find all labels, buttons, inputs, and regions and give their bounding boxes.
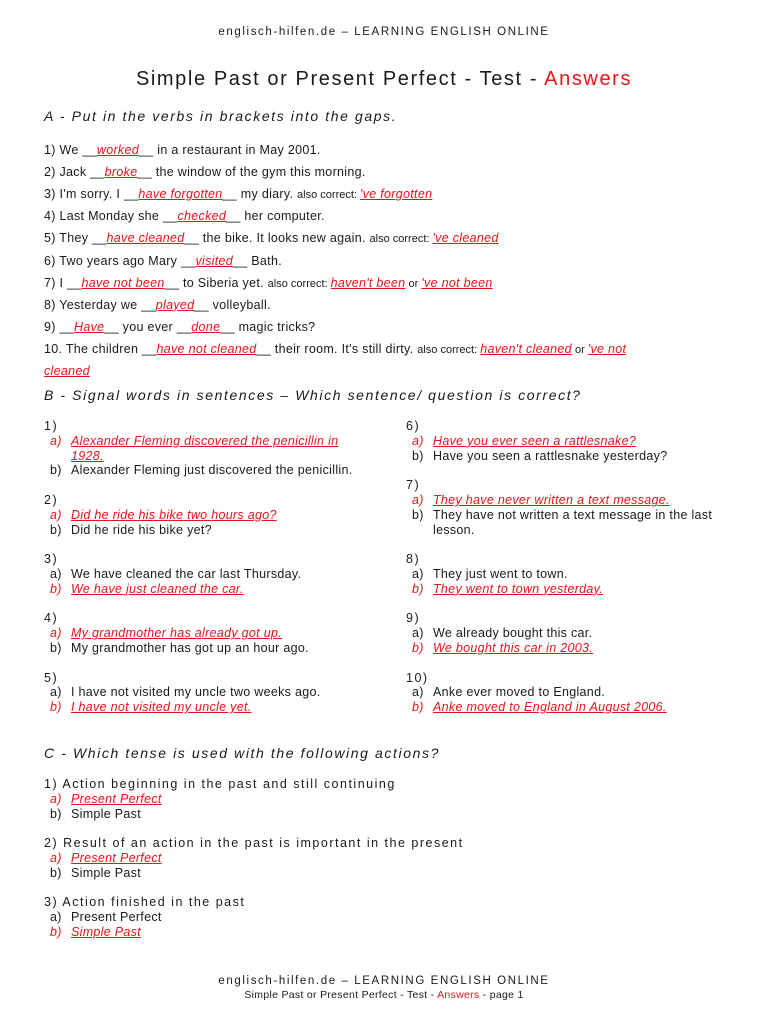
option [44, 866, 644, 881]
answer-text: played [155, 297, 195, 312]
footer-page-info [0, 989, 768, 1001]
correct-option [406, 582, 730, 597]
question-number: 5) [44, 670, 59, 685]
option-letter: a) [412, 626, 424, 641]
option-text: Have you seen a rattlesnake yesterday? [433, 448, 668, 463]
option-letter: a) [412, 685, 424, 700]
note-text: also correct: [417, 343, 481, 356]
sentence-text: __ you ever __ [104, 319, 192, 334]
option-letter: b) [50, 700, 62, 715]
sentence-text: __ to Siberia yet. [164, 275, 268, 290]
question-number: 2) [44, 492, 59, 507]
option-text: They went to town yesterday. [433, 581, 604, 596]
note-text: or [571, 343, 588, 356]
answer-text: have not cleaned [156, 341, 257, 356]
sentence-text: __ her computer. [226, 209, 325, 224]
option [44, 910, 644, 925]
section-b-right-column [406, 419, 730, 730]
option-letter: b) [50, 806, 62, 821]
page-title [0, 68, 768, 91]
answer-text: have forgotten [138, 187, 223, 202]
note-text: also correct: [369, 233, 433, 246]
option-text: Present Perfect [71, 910, 162, 925]
section-a-heading: A - Put in the verbs in brackets into the gaps. [44, 108, 398, 124]
option-text: Simple Past [71, 806, 141, 821]
sentence-text: __ the window of the gym this morning. [137, 165, 366, 180]
footer-site: englisch-hilfen.de – LEARNING ENGLISH ONLINE [218, 975, 550, 987]
question-number: 1) [44, 419, 59, 433]
question [44, 419, 360, 478]
sentence-text: 7) I __ [44, 275, 82, 290]
answer-text: worked [96, 143, 139, 157]
sentence-text: 4) Last Monday she __ [44, 209, 178, 224]
note-text: also correct: [297, 189, 361, 202]
option-letter: b) [50, 924, 62, 939]
question-number: 9) [406, 611, 421, 626]
section-b-heading: B - Signal words in sentences – Which sentence/ question is correct? [44, 387, 582, 403]
gap-sentence [44, 227, 499, 250]
question-number: 4) [44, 611, 59, 626]
option-letter: a) [50, 791, 62, 806]
option-text: Alexander Fleming discovered the penicillin in 1928. [71, 433, 339, 463]
gap-sentence [44, 205, 325, 227]
correct-option [44, 626, 360, 641]
option [44, 463, 360, 478]
correct-option [406, 493, 730, 508]
option [406, 449, 730, 464]
option-letter: a) [50, 626, 62, 641]
sentence-text: 9) __ [44, 319, 74, 334]
correct-option [44, 700, 360, 715]
gap-sentence [44, 272, 493, 295]
option-letter: b) [50, 865, 62, 880]
option-text: We have just cleaned the car. [71, 581, 244, 596]
option-text: We already bought this car. [433, 626, 593, 641]
footer-answers: Answers [437, 989, 480, 1001]
title-text: Simple Past or Present Perfect - Test - [135, 68, 545, 90]
option [44, 567, 360, 582]
option-letter: b) [50, 463, 62, 478]
question [44, 552, 360, 596]
question-number: 2) Result of an action in the past is important in the present [44, 836, 464, 851]
option-text: My grandmother has got up an hour ago. [71, 640, 309, 655]
correct-option [44, 508, 360, 523]
answer-text: done [191, 319, 221, 334]
option-text: They just went to town. [433, 566, 568, 581]
answer-text: 've not been [421, 275, 493, 290]
correct-option [44, 792, 644, 807]
question [44, 611, 360, 655]
gap-sentence [44, 338, 626, 361]
sentence-text: 2) Jack __ [44, 165, 105, 180]
option-letter: b) [412, 448, 424, 463]
gap-sentence [44, 294, 271, 316]
option [44, 523, 360, 538]
sentence-text: __ the bike. It looks new again. [184, 231, 370, 246]
option-letter: a) [50, 910, 62, 925]
correct-option [44, 582, 360, 597]
option-text: Simple Past [71, 865, 141, 880]
option-text: Alexander Fleming just discovered the penicillin. [71, 463, 353, 478]
gap-sentence [44, 250, 282, 272]
option-letter: a) [412, 566, 424, 581]
question-number: 7) [406, 478, 421, 493]
option-text: Did he ride his bike yet? [71, 522, 212, 537]
answer-text: Have [74, 319, 105, 334]
option-letter: a) [50, 566, 62, 581]
option-text: We bought this car in 2003. [433, 640, 594, 655]
correct-option [44, 925, 644, 940]
option-letter: b) [50, 640, 62, 655]
gap-sentence [44, 316, 315, 338]
question [44, 895, 644, 939]
question [44, 836, 644, 880]
sentence-text: 1) We __ [44, 143, 97, 157]
correct-option [406, 641, 730, 656]
sentence-text: 10. The children __ [44, 341, 157, 356]
footer-page-number: - page 1 [479, 989, 524, 1001]
site-header: englisch-hilfen.de – LEARNING ENGLISH ONLINE [218, 26, 550, 38]
answer-text: checked [177, 209, 227, 224]
answer-text: 've forgotten [360, 187, 433, 202]
question-number: 6) [406, 419, 421, 433]
answer-text: cleaned [44, 364, 90, 378]
option-text: They have never written a text message. [433, 492, 670, 507]
option-text: I have not visited my uncle yet. [71, 700, 252, 715]
sentence-text: __ magic tricks? [220, 319, 316, 334]
option-text: They have not written a text message in the last lesson. [433, 507, 713, 537]
option [44, 641, 360, 656]
title-answers: Answers [544, 68, 633, 90]
question [44, 493, 360, 537]
option [406, 508, 730, 538]
question [406, 611, 730, 655]
correct-option [44, 851, 644, 866]
gap-sentence [44, 139, 321, 161]
option-letter: a) [50, 685, 62, 700]
note-text: or [405, 277, 422, 290]
question [406, 478, 730, 537]
option-letter: b) [412, 640, 424, 655]
sentence-text: 3) I'm sorry. I __ [44, 187, 139, 202]
sentence-text: 5) They __ [44, 231, 107, 246]
section-c-heading: C - Which tense is used with the following actions? [44, 745, 440, 761]
question-number: 10) [406, 670, 429, 685]
answer-text: 've not [587, 341, 627, 356]
question [406, 552, 730, 596]
option-letter: b) [412, 507, 424, 522]
correct-option [406, 434, 730, 449]
option-letter: a) [412, 433, 424, 448]
option-letter: a) [412, 492, 424, 507]
question-number: 1) Action beginning in the past and still continuing [44, 777, 396, 791]
sentence-text: __ Bath. [233, 253, 282, 268]
footer-title: Simple Past or Present Perfect - Test - [244, 989, 438, 1001]
option-letter: b) [50, 522, 62, 537]
option-text: I have not visited my uncle two weeks ago. [71, 685, 321, 700]
option-letter: a) [50, 507, 62, 522]
question [406, 671, 730, 715]
option-text: Anke ever moved to England. [433, 685, 606, 700]
option-text: We have cleaned the car last Thursday. [71, 566, 302, 581]
option-letter: b) [412, 581, 424, 596]
option-letter: b) [50, 581, 62, 596]
option [44, 807, 644, 822]
question-number: 3) [44, 552, 59, 567]
answer-text: visited [195, 253, 234, 268]
question-number: 3) Action finished in the past [44, 895, 246, 910]
question-number: 8) [406, 552, 421, 567]
answer-text: have not been [81, 275, 165, 290]
option [406, 626, 730, 641]
option-letter: b) [412, 700, 424, 715]
option [406, 685, 730, 700]
option-letter: a) [50, 433, 62, 448]
question [406, 419, 730, 463]
answer-text: 've cleaned [432, 231, 499, 246]
sentence-text: __ my diary. [222, 187, 298, 202]
sentence-text: 6) Two years ago Mary __ [44, 253, 196, 268]
sentence-text: __ volleyball. [194, 297, 271, 312]
sentence-text: __ their room. It's still dirty. [256, 341, 418, 356]
option-text: Did he ride his bike two hours ago? [71, 507, 277, 522]
section-c-items [44, 777, 644, 955]
option-letter: a) [50, 850, 62, 865]
correct-option [44, 434, 360, 464]
option-text: My grandmother has already got up. [71, 626, 283, 641]
answer-text: haven't been [330, 275, 406, 290]
answer-text: have cleaned [106, 231, 185, 246]
option [44, 685, 360, 700]
question [44, 777, 644, 821]
sentence-text: __ in a restaurant in May 2001. [139, 143, 321, 157]
gap-sentence [44, 161, 366, 183]
option-text: Present Perfect [71, 791, 162, 806]
section-b-left-column [44, 419, 360, 730]
question [44, 671, 360, 715]
option-text: Anke moved to England in August 2006. [433, 700, 667, 715]
option [406, 567, 730, 582]
answer-text: broke [104, 165, 138, 180]
sentence-text: 8) Yesterday we __ [44, 297, 156, 312]
correct-option [406, 700, 730, 715]
note-text: also correct: [267, 277, 331, 290]
answer-text: haven't cleaned [480, 341, 572, 356]
gap-sentence [44, 360, 90, 382]
option-text: Have you ever seen a rattlesnake? [433, 433, 637, 448]
gap-sentence [44, 183, 432, 206]
option-text: Present Perfect [71, 850, 162, 865]
option-text: Simple Past [71, 924, 141, 939]
